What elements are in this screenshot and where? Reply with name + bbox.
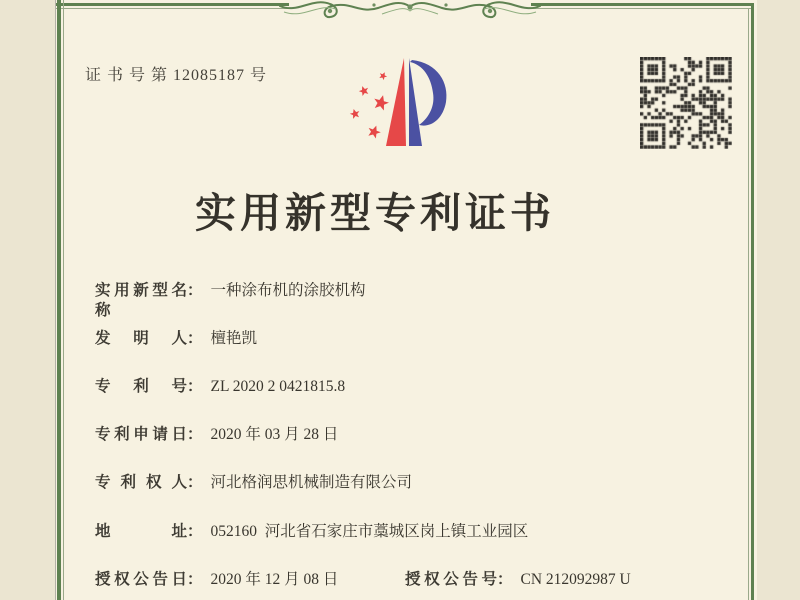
left-page-margin [0, 0, 55, 600]
grant-number-pair [405, 570, 631, 590]
field-value: 2020 年 03 月 28 日 [210, 426, 339, 443]
field-row-address [95, 522, 800, 544]
border-left-outer [55, 0, 56, 600]
field-label: 专利权人 [95, 474, 187, 491]
field-row-filing-date [95, 425, 800, 447]
field-colon: ： [187, 571, 203, 588]
field-value: 2020 年 12 月 08 日 [210, 571, 339, 588]
grant-date-pair [95, 571, 338, 588]
field-colon: ： [187, 523, 203, 540]
field-value: ZL 2020 2 0421815.8 [210, 378, 346, 395]
green-guilloche-ornament [278, 0, 542, 23]
field-row-utility-model-name [95, 281, 800, 319]
border-left-inner [63, 0, 64, 600]
border-top-right-inner [531, 8, 754, 9]
field-row-patentee [95, 473, 800, 495]
field-colon: ： [187, 474, 203, 491]
field-label: 实用新型名称 [95, 282, 187, 319]
border-top-left [55, 3, 289, 6]
field-label: 地址 [95, 523, 187, 540]
field-label: 发明人 [95, 330, 187, 347]
field-colon: ： [497, 571, 513, 588]
border-left [57, 0, 61, 600]
field-value: 檀艳凯 [210, 330, 258, 347]
cnipa-patent-logo [335, 55, 465, 170]
field-value: 052160 河北省石家庄市藁城区岗上镇工业园区 [210, 523, 529, 540]
field-value: CN 212092987 U [520, 571, 631, 588]
field-label: 专利号 [95, 378, 187, 395]
logo-blue-tower [409, 58, 422, 146]
ornament-berries [328, 3, 492, 13]
field-colon: ： [187, 426, 203, 443]
field-row-inventor [95, 329, 800, 351]
certificate-title: 实用新型专利证书 [195, 190, 555, 236]
border-right-inner [748, 8, 749, 600]
field-row-patent-number [95, 377, 800, 399]
field-label: 授权公告日 [95, 571, 187, 588]
field-value: 一种涂布机的涂胶机构 [210, 282, 366, 299]
border-top-right [531, 3, 754, 6]
field-row-grant [95, 570, 800, 592]
field-label: 授权公告号 [405, 571, 497, 588]
field-value: 河北格润思机械制造有限公司 [210, 474, 413, 491]
field-colon: ： [187, 330, 203, 347]
certificate-number: 证 书 号 第 12085187 号 [85, 67, 268, 84]
field-label: 专利申请日 [95, 426, 187, 443]
logo-red-tower [386, 58, 406, 146]
logo-stars [349, 71, 391, 140]
qr-code [640, 57, 732, 149]
field-colon: ： [187, 282, 203, 299]
field-colon: ： [187, 378, 203, 395]
border-top-left-inner [55, 8, 289, 9]
